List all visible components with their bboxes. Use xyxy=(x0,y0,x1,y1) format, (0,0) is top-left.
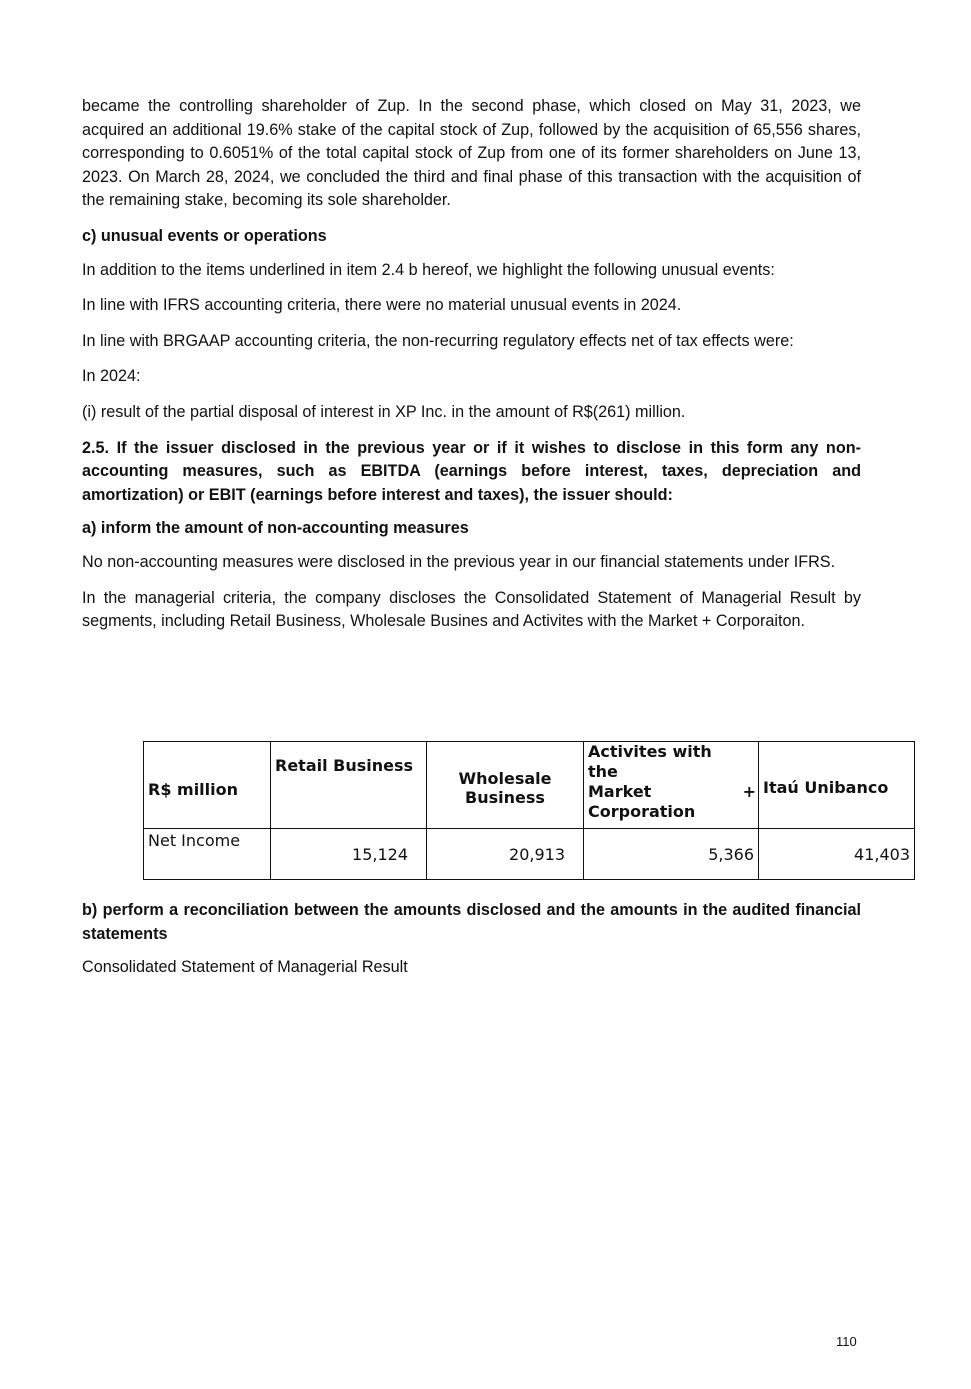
paragraph-highlight: In addition to the items underlined in item 2.4 b hereof, we highlight the following unusual events: xyxy=(82,260,775,279)
segment-results-table xyxy=(143,741,915,880)
reconciliation-section xyxy=(82,899,861,992)
header-itau: Itaú Unibanco xyxy=(759,742,915,829)
row-label: Net Income xyxy=(144,829,271,880)
header-activities-market-spacer: Market xyxy=(588,782,652,801)
paragraph-ifrs: In line with IFRS accounting criteria, there were no material unusual events in 2024. xyxy=(82,296,682,315)
cell-itau: 41,403 xyxy=(759,829,915,880)
paragraph-year: In 2024: xyxy=(82,367,141,386)
cell-activities: 5,366 xyxy=(584,829,759,880)
header-unit: R$ million xyxy=(144,742,271,829)
heading-reconciliation: b) perform a reconciliation between the amounts disclosed and the amounts in the audited financial statements xyxy=(82,901,861,943)
heading-inform-amount: a) inform the amount of non-accounting measures xyxy=(82,519,469,538)
paragraph-no-measures: No non-accounting measures were disclosed in the previous year in our financial statements under IFRS. xyxy=(82,552,836,571)
heading-section-2-5: 2.5. If the issuer disclosed in the previous year or if it wishes to disclose in this form any non-accounting measures, such as EBITDA (earnings before interest, taxes, depreciation and amortization) or EBIT (earnings before interest and taxes), the issuer should: xyxy=(82,438,861,504)
cell-wholesale: 20,913 xyxy=(427,829,584,880)
header-retail: Retail Business xyxy=(271,742,427,829)
page-number: 110 xyxy=(836,1334,857,1349)
paragraph-zup-acquisition: became the controlling shareholder of Zup. In the second phase, which closed on May 31, 2023, we acquired an additional 19.6% stake of the capital stock of Zup, followed by the acquisition of 65,556 shares, corresponding to 0.6051% of the total capital stock of Zup from one of its former shareholders on June 13, 2023. On March 28, 2024, we concluded the third and final phase of this transaction with the acquisition of the remaining stake, becoming its sole shareholder. xyxy=(82,97,861,210)
header-activities-line3: Corporation xyxy=(588,802,696,821)
table-row-net-income xyxy=(144,829,915,880)
paragraph-managerial: In the managerial criteria, the company discloses the Consolidated Statement of Managerial Result by segments, including Retail Business, Wholesale Busines and Activites with the Market + Corporaiton. xyxy=(82,588,861,631)
header-activities xyxy=(584,742,759,829)
paragraph-xp-disposal: (i) result of the partial disposal of interest in XP Inc. in the amount of R$(261) million. xyxy=(82,402,686,421)
paragraph-consolidated-statement: Consolidated Statement of Managerial Result xyxy=(82,958,408,977)
header-activities-line1: Activites with the xyxy=(588,742,712,781)
paragraph-brgaap: In line with BRGAAP accounting criteria, the non-recurring regulatory effects net of tax effects were: xyxy=(82,331,794,350)
header-wholesale: Wholesale Business xyxy=(427,742,584,829)
cell-retail: 15,124 xyxy=(271,829,427,880)
header-activities-plus: + xyxy=(742,782,756,801)
header-activities-line2 xyxy=(588,782,758,802)
heading-unusual-events: c) unusual events or operations xyxy=(82,226,327,245)
document-body xyxy=(82,95,861,646)
table-header-row xyxy=(144,742,915,829)
